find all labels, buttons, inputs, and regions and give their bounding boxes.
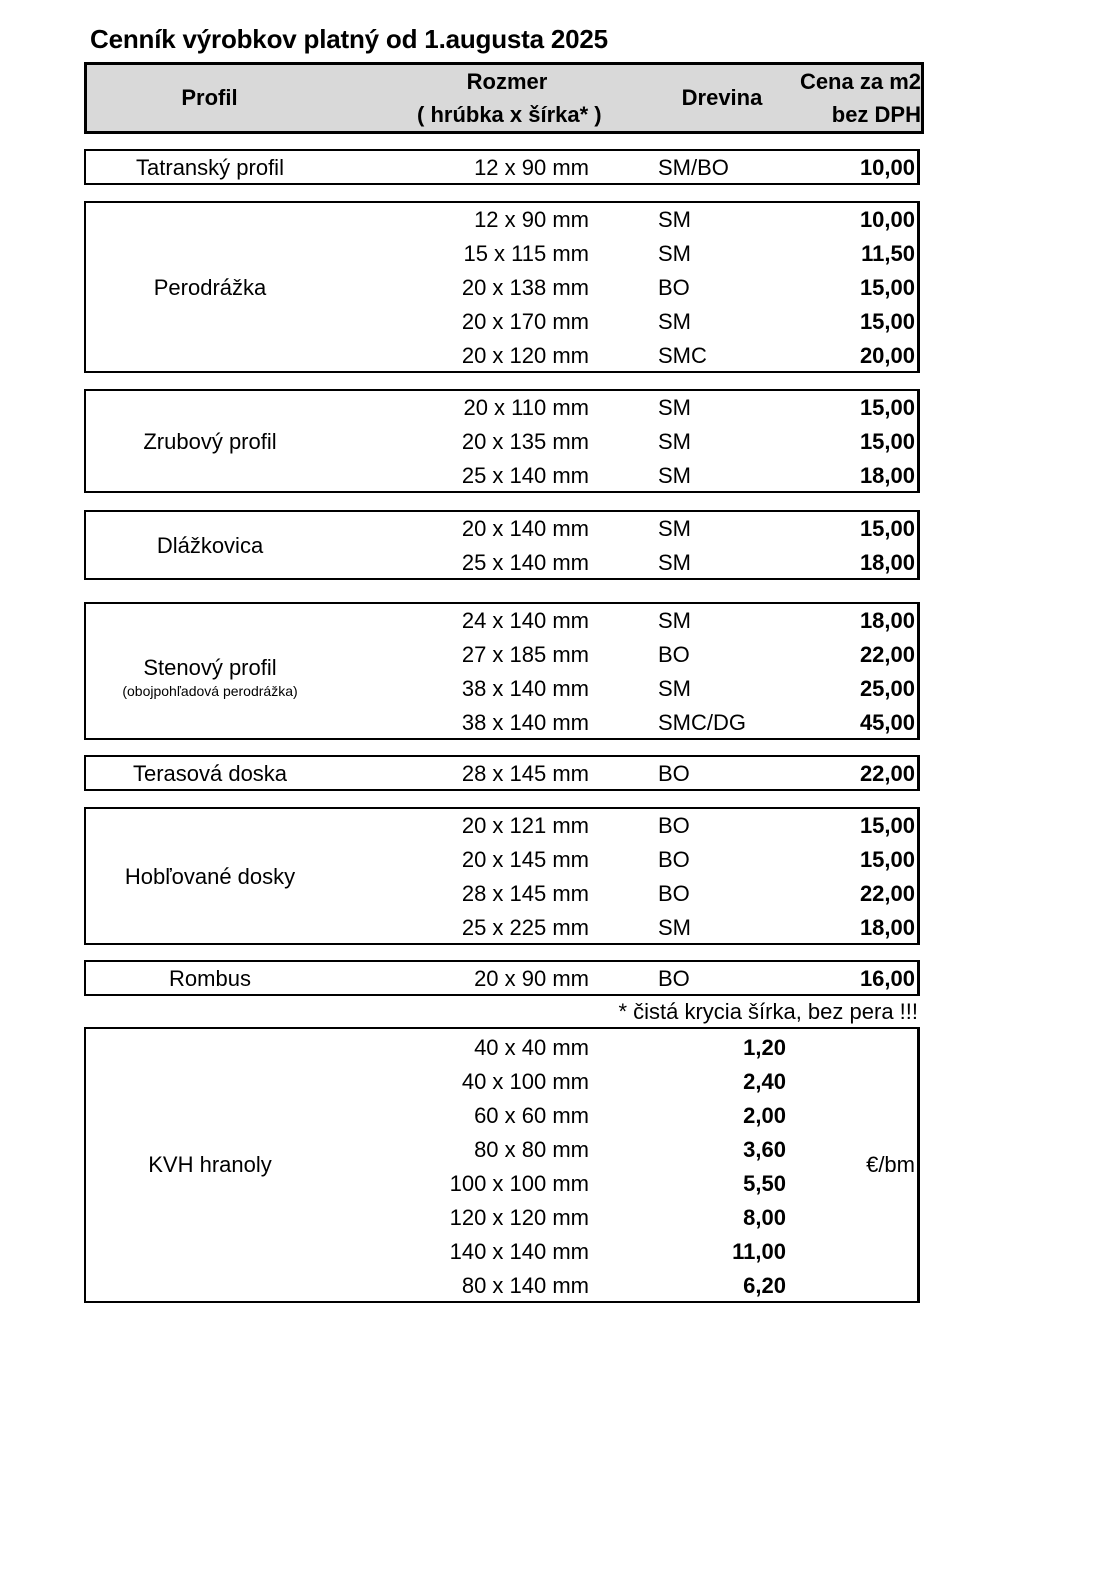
table-row (86, 809, 917, 843)
dimension-cell: 60 x 60 mm (474, 1103, 589, 1128)
price-cell: 15,00 (859, 309, 915, 334)
product-group (84, 201, 920, 373)
group-title: Stenový profil (143, 655, 277, 680)
price-cell: 6,20 (743, 1273, 786, 1298)
table-row (86, 877, 917, 911)
dimension-cell: 27 x 185 mm (461, 642, 589, 667)
price-cell: 15,00 (859, 847, 915, 872)
dimension-cell: 20 x 145 mm (461, 847, 589, 872)
price-cell: 5,50 (743, 1171, 786, 1196)
page-title: Cenník výrobkov platný od 1.augusta 2025 (90, 24, 608, 54)
dimension-cell: 40 x 40 mm (474, 1035, 589, 1060)
table-row (86, 1269, 917, 1303)
price-cell: 8,00 (743, 1205, 786, 1230)
wood-cell: BO (658, 813, 690, 838)
group-title: Dlážkovica (156, 533, 264, 558)
table-row (86, 1167, 917, 1201)
price-cell: 20,00 (859, 343, 915, 368)
wood-cell: BO (658, 847, 690, 872)
price-cell: 18,00 (859, 608, 915, 633)
price-cell: 2,40 (743, 1069, 786, 1094)
wood-cell: SM (658, 608, 691, 633)
table-row (86, 305, 917, 339)
header-rozmer (417, 65, 602, 131)
price-cell: 22,00 (859, 761, 915, 786)
dimension-cell: 12 x 90 mm (474, 207, 589, 232)
table-row (86, 1065, 917, 1099)
wood-cell: SM (658, 676, 691, 701)
price-cell: 15,00 (859, 275, 915, 300)
table-row (86, 843, 917, 877)
group-title: Perodrážka (153, 275, 267, 300)
wood-cell: SM (658, 429, 691, 454)
wood-cell: BO (658, 642, 690, 667)
group-title: Tatranský profil (136, 155, 284, 180)
price-cell: 18,00 (859, 915, 915, 940)
product-group (84, 755, 920, 791)
table-row (86, 638, 917, 672)
price-cell: 18,00 (859, 463, 915, 488)
wood-cell: SM (658, 516, 691, 541)
price-cell: 18,00 (859, 550, 915, 575)
dimension-cell: 20 x 140 mm (461, 516, 589, 541)
table-row (86, 339, 917, 373)
dimension-cell: 20 x 138 mm (461, 275, 589, 300)
dimension-cell: 20 x 110 mm (463, 395, 589, 420)
price-cell: 1,20 (743, 1035, 786, 1060)
table-row (86, 672, 917, 706)
dimension-cell: 20 x 90 mm (474, 966, 589, 991)
price-cell: 11,50 (861, 241, 915, 266)
dimension-cell: 12 x 90 mm (474, 155, 589, 180)
price-cell: 15,00 (859, 395, 915, 420)
wood-cell: BO (658, 275, 690, 300)
price-cell: 15,00 (859, 813, 915, 838)
table-row (86, 706, 917, 740)
wood-cell: BO (658, 761, 690, 786)
table-row (86, 1031, 917, 1065)
wood-cell: SM (658, 309, 691, 334)
wood-cell: SM (658, 463, 691, 488)
table-row (86, 911, 917, 945)
header-cena (787, 65, 921, 131)
price-cell: 10,00 (859, 155, 915, 180)
dimension-cell: 80 x 140 mm (461, 1273, 589, 1298)
dimension-cell: 15 x 115 mm (463, 241, 589, 266)
table-row (86, 151, 917, 185)
dimension-cell: 28 x 145 mm (461, 761, 589, 786)
table-row (86, 1235, 917, 1269)
header-rozmer-line2: ( hrúbka x šírka* ) (417, 102, 602, 127)
product-group (84, 510, 920, 580)
table-row (86, 1133, 917, 1167)
dimension-cell: 120 x 120 mm (449, 1205, 589, 1230)
table-row (86, 757, 917, 791)
product-group (84, 960, 920, 996)
table-row (86, 391, 917, 425)
price-cell: 25,00 (859, 676, 915, 701)
group-subtitle: (obojpohľadová perodrážka) (122, 683, 298, 699)
dimension-cell: 38 x 140 mm (461, 676, 589, 701)
dimension-cell: 20 x 120 mm (461, 343, 589, 368)
product-group (84, 149, 920, 185)
kvh-group (84, 1027, 920, 1303)
dimension-cell: 20 x 170 mm (461, 309, 589, 334)
kvh-name: KVH hranoly (148, 1152, 272, 1177)
dimension-cell: 38 x 140 mm (461, 710, 589, 735)
wood-cell: SM (658, 395, 691, 420)
header-cena-line2: bez DPH (831, 102, 921, 127)
dimension-cell: 25 x 140 mm (461, 463, 589, 488)
price-cell: 22,00 (859, 881, 915, 906)
group-title: Hobľované dosky (124, 864, 296, 889)
product-group (84, 389, 920, 493)
table-row (86, 203, 917, 237)
table-header (84, 62, 924, 134)
wood-cell: SMC (658, 343, 707, 368)
wood-cell: BO (658, 881, 690, 906)
dimension-cell: 25 x 225 mm (461, 915, 589, 940)
table-row (86, 271, 917, 305)
price-cell: 3,60 (743, 1137, 786, 1162)
table-row (86, 237, 917, 271)
wood-cell: SM (658, 241, 691, 266)
table-row (86, 604, 917, 638)
table-row (86, 425, 917, 459)
dimension-cell: 80 x 80 mm (474, 1137, 589, 1162)
kvh-unit: €/bm (866, 1152, 915, 1177)
product-group (84, 602, 920, 740)
table-row (86, 512, 917, 546)
price-cell: 16,00 (859, 966, 915, 991)
dimension-cell: 28 x 145 mm (461, 881, 589, 906)
dimension-cell: 140 x 140 mm (449, 1239, 589, 1264)
wood-cell: SM/BO (658, 155, 729, 180)
table-row (86, 962, 917, 996)
dimension-cell: 25 x 140 mm (461, 550, 589, 575)
group-title: Terasová doska (132, 761, 288, 786)
table-row (86, 1099, 917, 1133)
price-cell: 22,00 (859, 642, 915, 667)
price-cell: 10,00 (859, 207, 915, 232)
table-row (86, 459, 917, 493)
wood-cell: SM (658, 550, 691, 575)
dimension-cell: 20 x 121 mm (461, 813, 589, 838)
price-cell: 2,00 (743, 1103, 786, 1128)
header-rozmer-line1: Rozmer (466, 69, 548, 94)
wood-cell: SMC/DG (658, 710, 746, 735)
price-cell: 15,00 (859, 429, 915, 454)
wood-cell: SM (658, 207, 691, 232)
header-drevina: Drevina (681, 85, 763, 110)
dimension-cell: 20 x 135 mm (461, 429, 589, 454)
header-cena-line1: Cena za m2 (799, 69, 921, 94)
dimension-cell: 24 x 140 mm (461, 608, 589, 633)
table-row (86, 1201, 917, 1235)
dimension-cell: 100 x 100 mm (449, 1171, 589, 1196)
wood-cell: SM (658, 915, 691, 940)
group-title: Rombus (169, 966, 251, 991)
header-profil: Profil (181, 85, 238, 110)
table-row (86, 546, 917, 580)
wood-cell: BO (658, 966, 690, 991)
price-cell: 15,00 (859, 516, 915, 541)
group-title: Zrubový profil (143, 429, 277, 454)
footnote: * čistá krycia šírka, bez pera !!! (618, 999, 918, 1024)
price-cell: 45,00 (859, 710, 915, 735)
dimension-cell: 40 x 100 mm (461, 1069, 589, 1094)
product-group (84, 807, 920, 945)
price-cell: 11,00 (732, 1239, 786, 1264)
